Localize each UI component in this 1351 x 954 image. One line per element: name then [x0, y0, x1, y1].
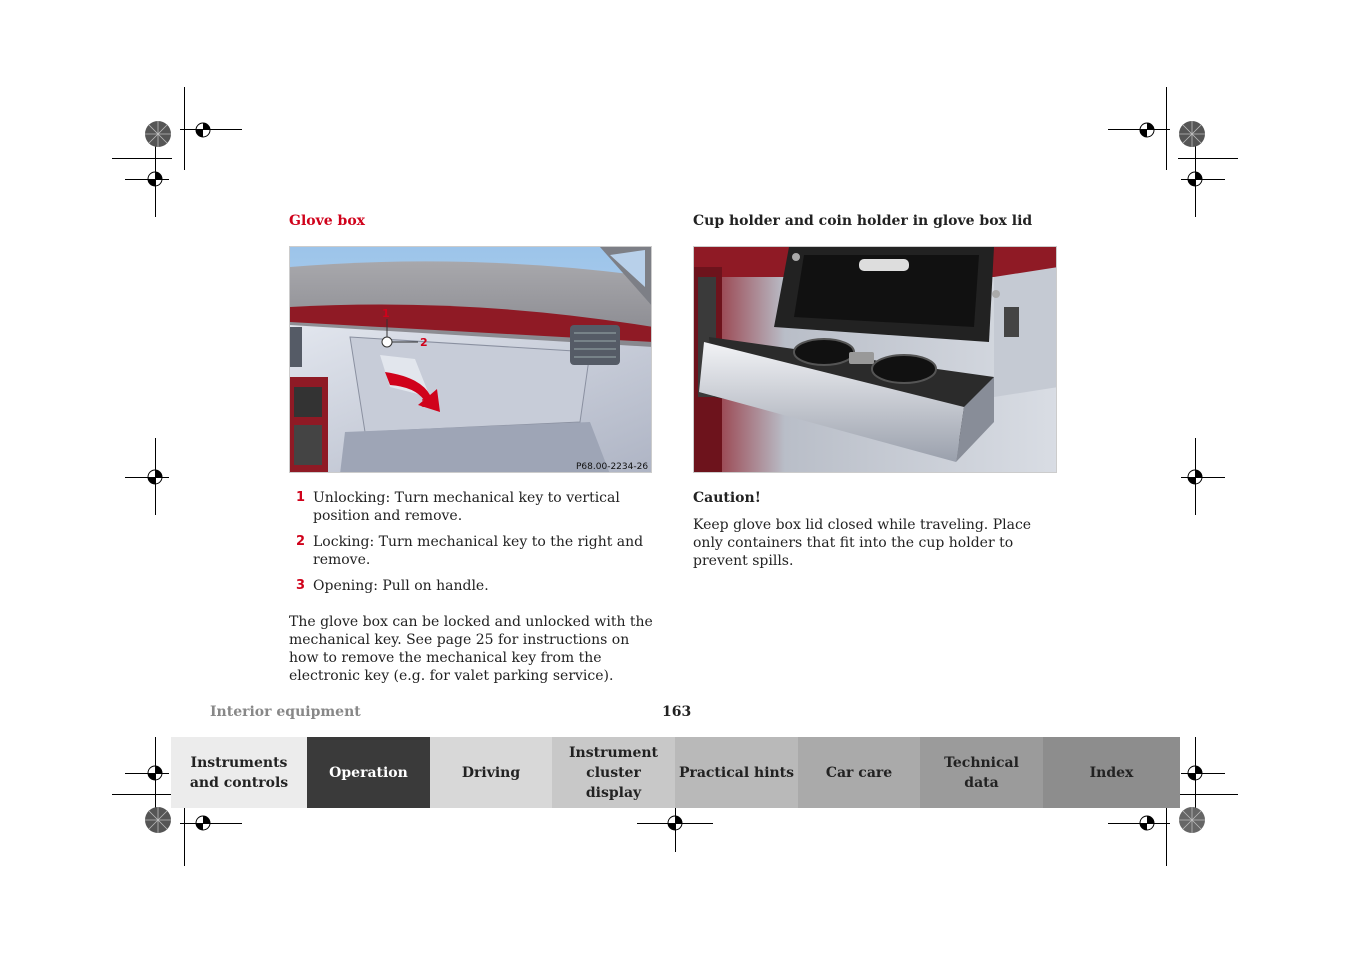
tab-practical-hints[interactable]: Practical hints: [675, 737, 798, 808]
callout-3: 3: [421, 397, 429, 410]
cup-holder-illustration: [693, 246, 1057, 473]
figure-code: P68.00-2234-26: [576, 462, 649, 472]
cup-holder-title: Cup holder and coin holder in glove box lid: [693, 213, 1033, 229]
tab-driving[interactable]: Driving: [430, 737, 552, 808]
glove-box-illustration: [289, 246, 652, 473]
glove-box-paragraph: The glove box can be locked and unlocked with the mechanical key. See page 25 for instructions on how to remove the mechanical key from the electronic key (e.g. for valet parking service).: [289, 614, 653, 684]
tab-instrument-cluster-display[interactable]: Instrument cluster display: [552, 737, 675, 808]
list-item: 1 Unlocking: Turn mechanical key to vertical position and remove.: [295, 490, 620, 524]
tab-index[interactable]: Index: [1043, 737, 1180, 808]
callout-2: 2: [420, 336, 428, 349]
caution-text: Keep glove box lid closed while traveling. Place only containers that fit into the cup holder to prevent spills.: [693, 517, 1032, 569]
glove-box-steps: [289, 489, 659, 603]
footer-section-label: Interior equipment: [210, 704, 361, 720]
page-number: 163: [662, 704, 692, 720]
tab-instruments-and-controls[interactable]: Instruments and controls: [171, 737, 307, 808]
callout-1: 1: [382, 307, 390, 320]
glove-box-title: Glove box: [289, 213, 366, 229]
list-item: 2 Locking: Turn mechanical key to the right and remove.: [295, 534, 644, 568]
list-item: 3 Opening: Pull on handle.: [295, 578, 489, 594]
chapter-tabs: [171, 737, 1180, 808]
tab-car-care[interactable]: Car care: [798, 737, 920, 808]
tab-technical-data[interactable]: Technical data: [920, 737, 1043, 808]
caution-title: Caution!: [693, 490, 761, 506]
tab-operation[interactable]: Operation: [307, 737, 430, 808]
